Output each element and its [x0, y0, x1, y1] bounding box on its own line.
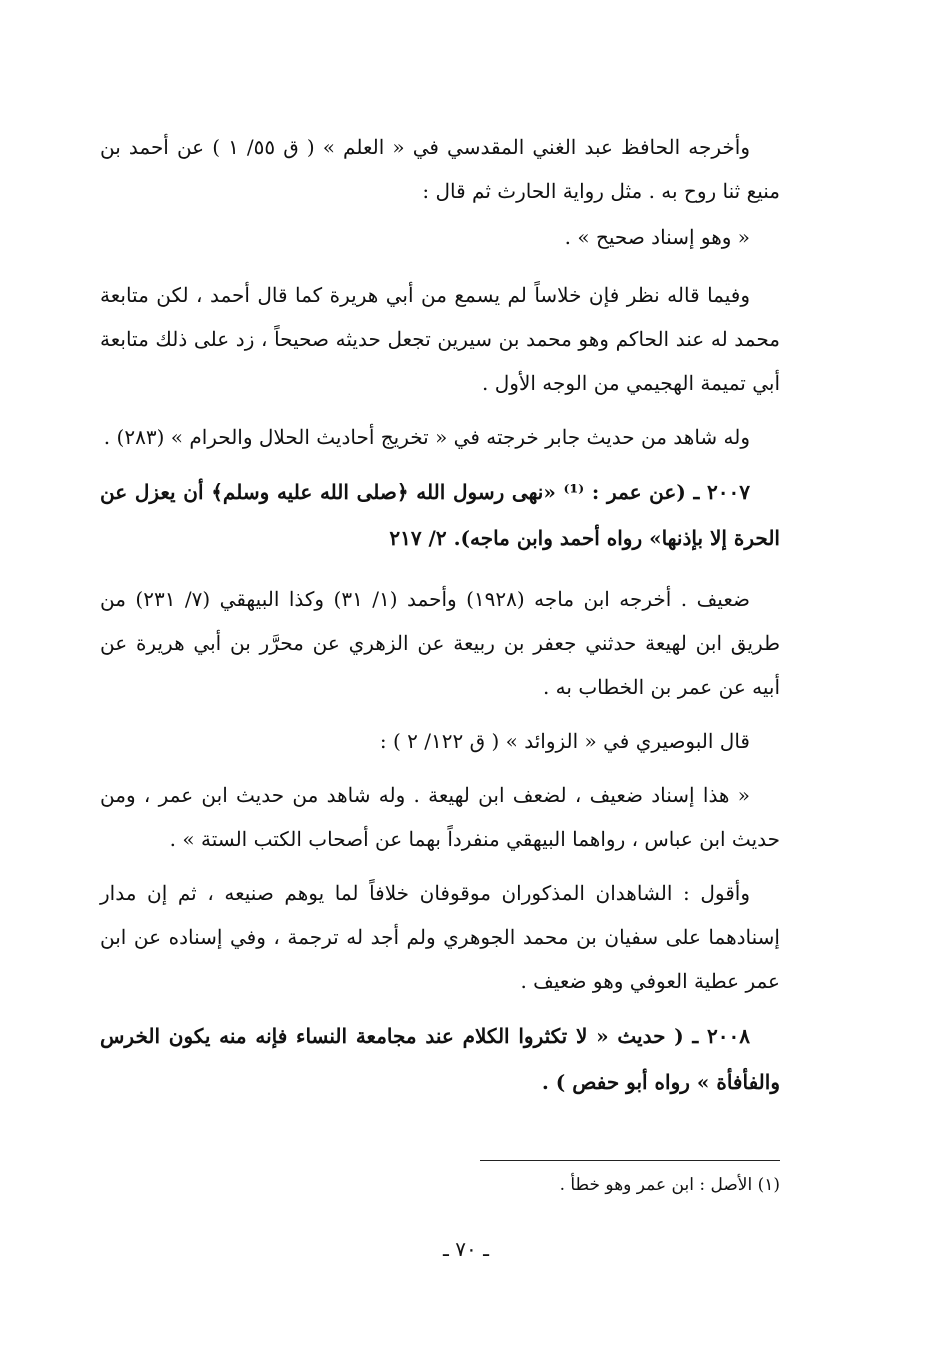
paragraph-busiri-quote: « هذا إسناد ضعيف ، لضعف ابن لهيعة . وله شاهد من حديث ابن عمر ، ومن حديث ابن عباس ، رواهما البيهقي منفرداً بهما عن أصحاب الكتب الستة » .: [100, 783, 780, 851]
paragraph-busiri-intro: قال البوصيري في « الزوائد » ( ق ١٢٢/ ٢ ) :: [379, 729, 750, 753]
hadith-2007: ٢٠٠٧ ـ (عن عمر : ⁽¹⁾ «نهى رسول الله ﴿صلى الله عليه وسلم﴾ أن يعزل عن الحرة إلا بإذنها» رواه أحمد وابن ماجه). ٢/ ٢١٧: [100, 480, 780, 550]
paragraph-aqul: وأقول : الشاهدان المذكوران موقوفان خلافاً لما يوهم صنيعه ، ثم إن مدار إسنادهما على سفيان بن محمد الجوهري ولم أجد له ترجمة ، وفي إسناده عن ابن عمر عطية العوفي وهو ضعيف .: [100, 881, 780, 993]
paragraph-shahid-jabir: وله شاهد من حديث جابر خرجته في « تخريج أحاديث الحلال والحرام » (٢٨٣) .: [103, 425, 750, 449]
paragraph-isnad-sahih: « وهو إسناد صحيح » .: [564, 225, 750, 249]
footnote-divider: [480, 1160, 780, 1161]
page-number: ـ ٧٠ ـ: [443, 1237, 489, 1261]
footnote: (١) الأصل : ابن عمر وهو خطأ .: [559, 1175, 780, 1195]
page-body: [100, 125, 780, 1121]
hadith-2008: ٢٠٠٨ ـ ( حديث « لا تكثروا الكلام عند مجامعة النساء فإنه منه يكون الخرس والفأفأة » رواه أبو حفص ) .: [100, 1024, 780, 1094]
paragraph-nazar-khilas: وفيما قاله نظر فإن خلاساً لم يسمع من أبي هريرة كما قال أحمد ، لكن متابعة محمد له عند الحاكم وهو محمد بن سيرين تجعل حديثه صحيحاً ، زد على ذلك متابعة أبي تميمة الهجيمي من الوجه الأول .: [100, 283, 780, 395]
paragraph-daif-ibn-majah: ضعيف . أخرجه ابن ماجه (١٩٢٨) وأحمد (١/ ٣١) وكذا البيهقي (٧/ ٢٣١) من طريق ابن لهيعة حدثني جعفر بن ربيعة عن الزهري عن محرَّر بن أبي هريرة عن أبيه عن عمر بن الخطاب به .: [100, 587, 780, 699]
paragraph-takhrij-maqdisi: وأخرجه الحافظ عبد الغني المقدسي في « العلم » ( ق ٥٥/ ١ ) عن أحمد بن منيع ثنا روح به . مثل رواية الحارث ثم قال :: [100, 135, 780, 203]
